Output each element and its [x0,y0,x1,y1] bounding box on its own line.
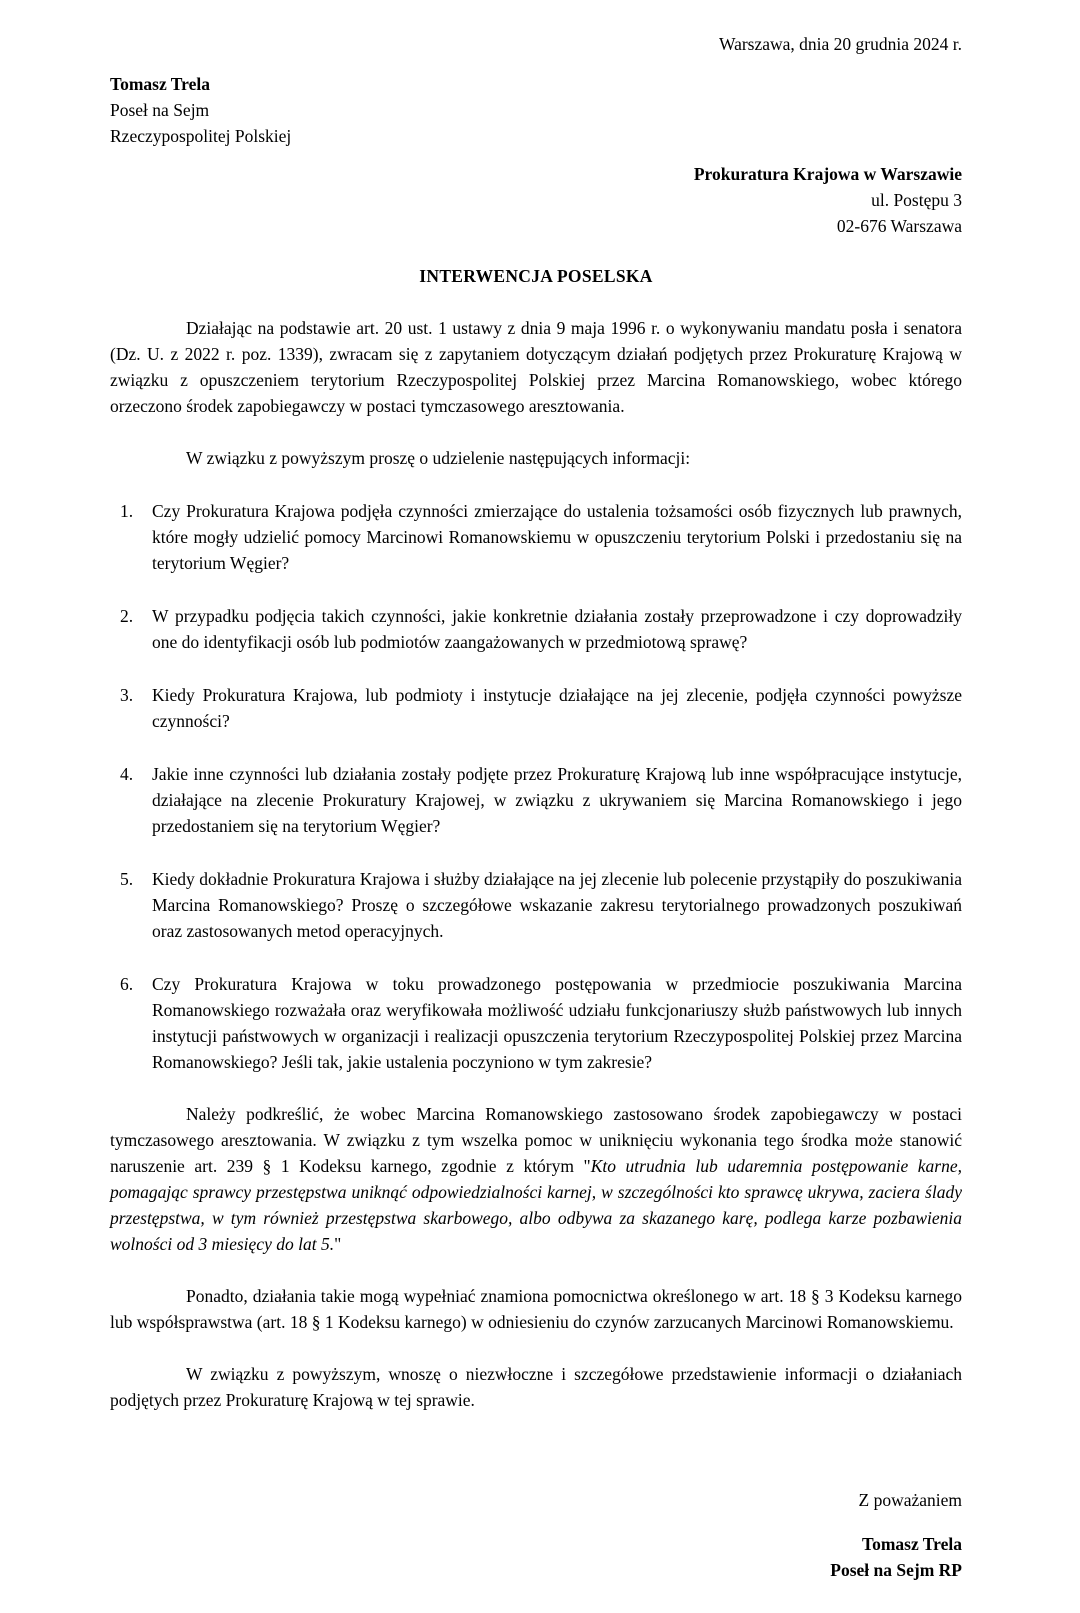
recipient-block [110,161,962,239]
recipient-street: ul. Postępu 3 [871,190,962,210]
document-title: INTERWENCJA POSELSKA [419,266,653,286]
question-item-3: Kiedy Prokuratura Krajowa, lub podmioty i instytucje działające na jej zlecenie, podjęła czynności powyższe czynności? [152,685,962,731]
sender-name: Tomasz Trela [110,74,210,94]
question-item-6: Czy Prokuratura Krajowa w toku prowadzonego postępowania w przedmiocie poszukiwania Marcina Romanowskiego rozważała oraz weryfikowała możliwość udziału funkcjonariuszy służb państwowych lub innych instytucji państwowych w organizacji i realizacji opuszczenia terytorium Rzeczypospolitej Polskiej przez Marcina Romanowskiego? Jeśli tak, jakie ustalenia poczyniono w tym zakresie? [152,974,962,1072]
signature-block [110,1531,962,1583]
legal-paragraph [110,1101,962,1257]
recipient-city: 02-676 Warszawa [836,216,962,236]
date-line: Warszawa, dnia 20 grudnia 2024 r. [718,34,962,54]
legal-quote: Kto utrudnia lub udaremnia postępowanie karne, pomagając sprawcy przestępstwa uniknąć odpowiedzialności karnej, w szczególności kto sprawcę ukrywa, zaciera ślady przestępstwa, w tym również przestępstwa skarbowego, albo odbywa za skazanego karę, podlega karze pozbawienia wolności od 3 miesięcy do lat 5. [110,1156,962,1254]
sender-institution: Rzeczypospolitej Polskiej [110,126,292,146]
sender-role: Poseł na Sejm [110,100,210,120]
question-item-1: Czy Prokuratura Krajowa podjęła czynności zmierzające do ustalenia tożsamości osób fizycznych lub prawnych, które mogły udzielić pomocy Marcinowi Romanowskiemu w opuszczeniu terytorium Polski i przedostaniu się na terytorium Węgier? [152,501,962,573]
intro-paragraph: Działając na podstawie art. 20 ust. 1 ustawy z dnia 9 maja 1996 r. o wykonywaniu mandatu posła i senatora (Dz. U. z 2022 r. poz. 1339), zwracam się z zapytaniem dotyczącym działań podjętych przez Prokuraturę Krajową w związku z opuszczeniem terytorium Rzeczypospolitej Polskiej przez Marcina Romanowskiego, wobec którego orzeczono środek zapobiegawczy w postaci tymczasowego aresztowania. [110,318,962,416]
signature-name: Tomasz Trela [862,1534,962,1554]
signature-role: Poseł na Sejm RP [830,1560,962,1580]
questions-list [110,498,962,1075]
legal-quote-close: " [334,1234,342,1254]
valediction: Z poważaniem [858,1490,962,1510]
sender-block [110,71,962,149]
recipient-name: Prokuratura Krajowa w Warszawie [693,164,962,184]
question-item-4: Jakie inne czynności lub działania zostały podjęte przez Prokuraturę Krajową lub inne współpracujące instytucje, działające na zlecenie Prokuratury Krajowej, w związku z ukrywaniem się Marcina Romanowskiego i jego przedostaniem się na terytorium Węgier? [152,764,962,836]
closing-paragraph: W związku z powyższym, wnoszę o niezwłoczne i szczegółowe przedstawienie informacji o działaniach podjętych przez Prokuraturę Krajową w tej sprawie. [110,1364,962,1410]
aiding-paragraph: Ponadto, działania takie mogą wypełniać znamiona pomocnictwa określonego w art. 18 § 3 Kodeksu karnego lub współsprawstwa (art. 18 § 1 Kodeksu karnego) w odniesieniu do czynów zarzucanych Marcinowi Romanowskiemu. [110,1286,962,1332]
request-paragraph: W związku z powyższym proszę o udzielenie następujących informacji: [186,448,691,468]
legal-text-before: Należy podkreślić, że wobec Marcina Romanowskiego zastosowano środek zapobiegawczy w postaci tymczasowego aresztowania. W związku z tym wszelka pomoc w uniknięciu wykonania tego środka może stanowić naruszenie art. 239 § 1 Kodeksu karnego, zgodnie z którym " [110,1104,962,1176]
question-item-2: W przypadku podjęcia takich czynności, jakie konkretnie działania zostały przeprowadzone i czy doprowadziły one do identyfikacji osób lub podmiotów zaangażowanych w przedmiotową sprawę? [152,606,962,652]
question-item-5: Kiedy dokładnie Prokuratura Krajowa i służby działające na jej zlecenie lub polecenie przystąpiły do poszukiwania Marcina Romanowskiego? Proszę o szczegółowe wskazanie zakresu terytorialnego prowadzonych poszukiwań oraz zastosowanych metod operacyjnych. [152,869,962,941]
